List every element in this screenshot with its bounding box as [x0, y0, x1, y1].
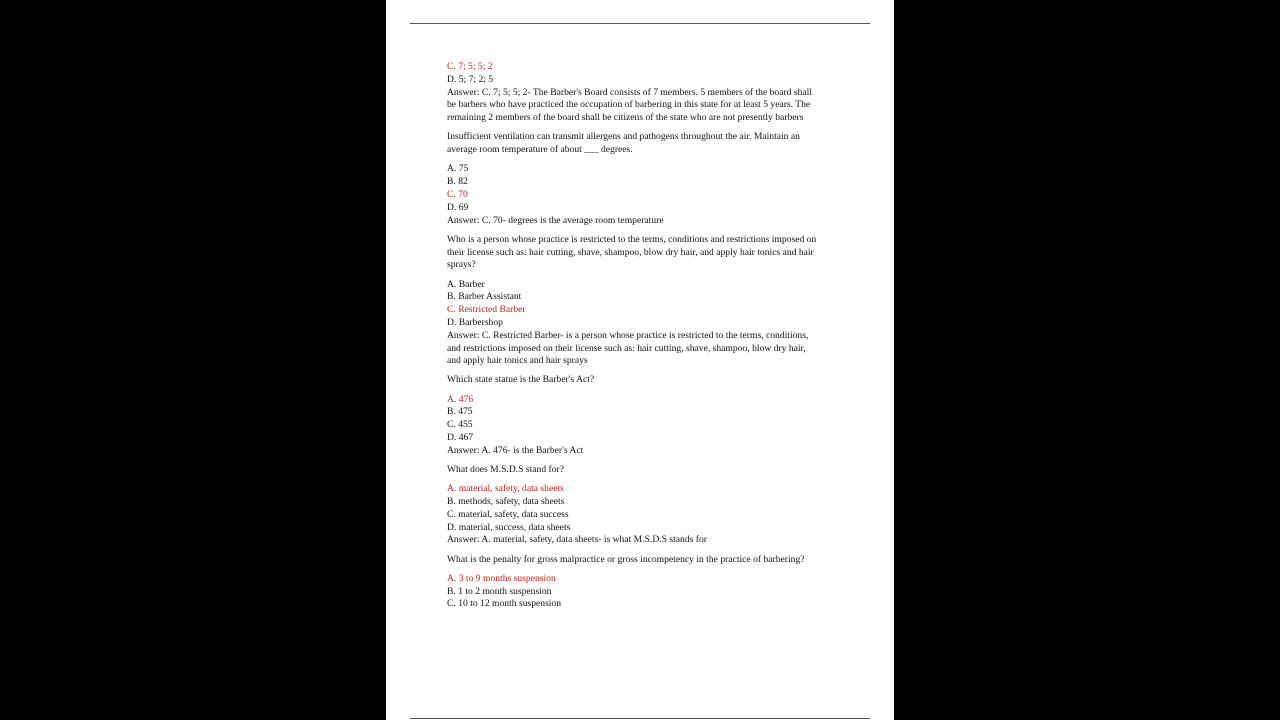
question-line: average room temperature of about ___ degrees. [447, 144, 633, 156]
question-text-6 [447, 554, 847, 567]
question-line: Who is a person whose practice is restricted to the terms, conditions and restrictions imposed on [447, 233, 817, 245]
option: A. Barber [447, 278, 485, 290]
option: D. material, success, data sheets [447, 521, 571, 533]
option: A. 75 [447, 163, 469, 175]
options-block-4 [447, 394, 847, 458]
options-block-2 [447, 163, 847, 227]
option-correct: C. Restricted Barber [447, 304, 526, 316]
option: B. Barber Assistant [447, 291, 522, 303]
option: B. methods, safety, data sheets [447, 496, 565, 508]
question-text-3 [447, 234, 847, 272]
question-text-5 [447, 464, 847, 477]
answer-explanation-line: Answer: C. 70- degrees is the average room temperature [447, 214, 664, 226]
answer-explanation-line: Answer: A. material, safety, data sheets- is what M.S.D.S stands for [447, 534, 707, 546]
option: D. 69 [447, 201, 469, 213]
document-page [386, 0, 894, 720]
option-correct: A. 476 [447, 393, 474, 405]
option: D. 5; 7; 2; 5 [447, 73, 494, 85]
option: D. 467 [447, 432, 474, 444]
answer-explanation-line: Answer: C. Restricted Barber- is a person whose practice is restricted to the terms, conditions, [447, 329, 809, 341]
answer-explanation-line: and restrictions imposed on their license such as: hair cutting, shave, shampoo, blow dry hair, [447, 342, 806, 354]
question-block-1 [447, 61, 847, 125]
question-line: their license such as: hair cutting, shave, shampoo, blow dry hair, and apply hair tonics and hair [447, 246, 814, 258]
option: B. 475 [447, 406, 473, 418]
answer-explanation-line: be barbers who have practiced the occupation of barbering in this state for at least 5 years. The [447, 99, 811, 111]
question-line: Insufficient ventilation can transmit allergens and pathogens throughout the air. Maintain an [447, 131, 800, 143]
option-correct: C. 7; 5; 5; 2 [447, 61, 493, 72]
option: D. Barbershop [447, 316, 503, 328]
options-block-6 [447, 573, 847, 611]
option: B. 1 to 2 month suspension [447, 585, 552, 597]
answer-explanation-line: Answer: A. 476- is the Barber's Act [447, 444, 584, 456]
question-line: What does M.S.D.S stand for? [447, 464, 564, 476]
answer-explanation-line: remaining 2 members of the board shall be citizens of the state who are not presently barbers [447, 112, 804, 124]
option-correct: C. 70 [447, 188, 468, 200]
answer-explanation-line: and apply hair tonics and hair sprays [447, 355, 588, 367]
question-line: What is the penalty for gross malpractice or gross incompetency in the practice of barbering? [447, 553, 805, 565]
footer-rule [410, 718, 870, 719]
options-block-5 [447, 483, 847, 547]
question-text-2 [447, 131, 847, 157]
options-block-3 [447, 279, 847, 369]
option: C. material, safety, data success [447, 508, 569, 520]
page-content [447, 61, 847, 611]
option: C. 10 to 12 month suspension [447, 598, 562, 610]
option: C. 455 [447, 419, 473, 431]
question-line: Which state statue is the Barber's Act? [447, 374, 595, 386]
question-line: sprays? [447, 259, 476, 271]
option-correct: A. 3 to 9 months suspension [447, 572, 556, 584]
header-rule [410, 23, 870, 24]
option-correct: A. material, safety, data sheets [447, 483, 564, 495]
answer-explanation-line: Answer: C. 7; 5; 5; 2- The Barber's Board consists of 7 members. 5 members of the board shall [447, 86, 812, 98]
option: B. 82 [447, 176, 468, 188]
question-text-4 [447, 374, 847, 387]
